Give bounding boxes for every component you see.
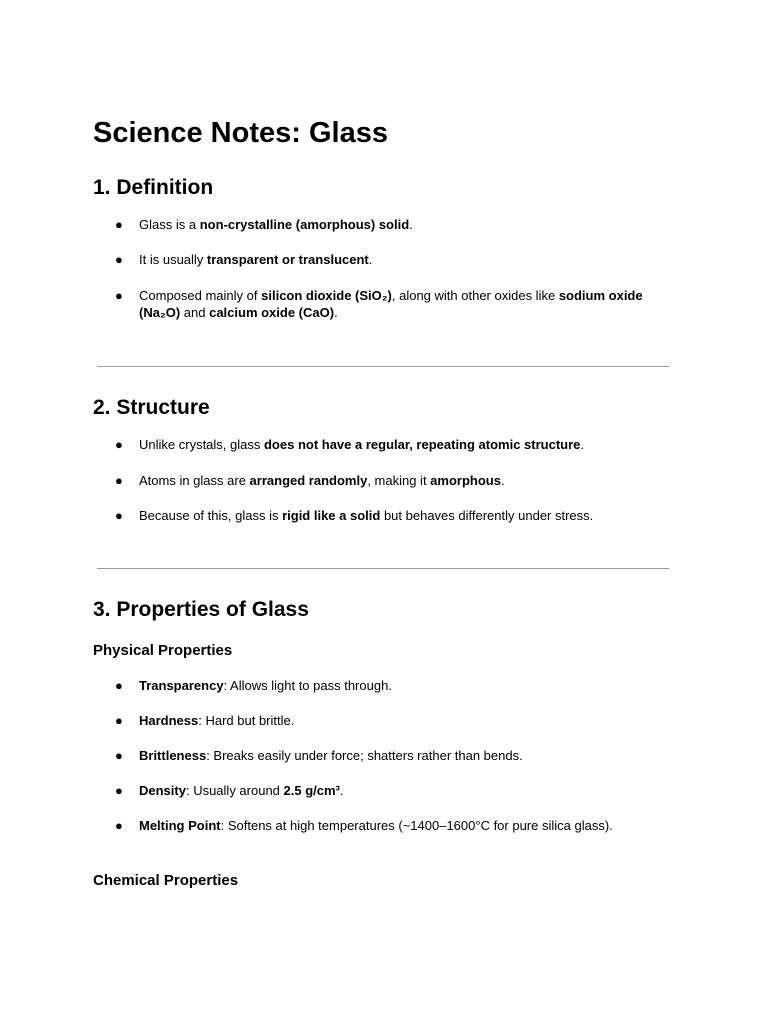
item-text: . <box>500 473 505 488</box>
item-emphasis: arranged randomly <box>249 473 368 488</box>
list-item <box>115 436 675 453</box>
item-text: but behaves differently under stress. <box>380 508 594 523</box>
item-emphasis: Hardness <box>139 713 199 728</box>
list-item <box>115 472 675 489</box>
item-text: . <box>339 783 344 798</box>
subheading-chemical-properties: Chemical Properties <box>93 872 239 889</box>
list-item <box>115 216 675 233</box>
list-item <box>115 677 675 694</box>
item-emphasis: non-crystalline (amorphous) solid <box>199 217 410 232</box>
item-text: : Usually around <box>185 783 284 798</box>
section-heading-structure: 2. Structure <box>93 396 210 419</box>
page-title: Science Notes: Glass <box>93 117 388 149</box>
section-heading-properties: 3. Properties of Glass <box>93 598 309 621</box>
item-text: : Breaks easily under force; shatters rather than bends. <box>206 748 523 763</box>
item-text: . <box>580 437 585 452</box>
section-divider <box>97 366 669 367</box>
item-text: and <box>180 305 210 320</box>
item-text: Because of this, glass is <box>139 508 283 523</box>
item-emphasis: Melting Point <box>139 818 221 833</box>
list-item <box>115 251 675 268</box>
bullet-icon: ● <box>115 678 123 693</box>
list-item <box>115 747 675 764</box>
subheading-physical-properties: Physical Properties <box>93 642 233 659</box>
item-text: Atoms in glass are <box>139 473 250 488</box>
bullet-icon: ● <box>115 252 123 267</box>
item-text: Composed mainly of <box>139 288 262 303</box>
item-text: : Hard but brittle. <box>198 713 295 728</box>
item-emphasis: amorphous <box>430 473 501 488</box>
item-text: It is usually <box>139 252 207 267</box>
item-text: , along with other oxides like <box>391 288 559 303</box>
bullet-icon: ● <box>115 288 123 303</box>
item-emphasis: does not have a regular, repeating atomic structure <box>263 437 581 452</box>
item-emphasis: Density <box>139 783 186 798</box>
bullet-icon: ● <box>115 818 123 833</box>
bullet-icon: ● <box>115 473 123 488</box>
item-emphasis: rigid like a solid <box>282 508 381 523</box>
section-divider <box>97 568 669 569</box>
item-emphasis: sodium oxide (Na₂O) <box>139 288 643 320</box>
list-item <box>115 507 675 524</box>
item-text: , making it <box>367 473 431 488</box>
item-text: Glass is a <box>139 217 200 232</box>
list-item <box>115 287 675 321</box>
item-text: . <box>334 305 338 320</box>
item-emphasis: Brittleness <box>139 748 207 763</box>
bullet-icon: ● <box>115 508 123 523</box>
bullet-icon: ● <box>115 783 123 798</box>
item-text: . <box>368 252 373 267</box>
bullet-icon: ● <box>115 748 123 763</box>
item-text: . <box>409 217 413 232</box>
bullet-icon: ● <box>115 713 123 728</box>
list-item <box>115 817 675 834</box>
list-item <box>115 712 675 729</box>
list-item <box>115 782 675 799</box>
item-emphasis: calcium oxide (CaO) <box>209 305 335 320</box>
item-text: : Allows light to pass through. <box>223 678 392 693</box>
item-emphasis: 2.5 g/cm³ <box>283 783 340 798</box>
bullet-icon: ● <box>115 437 123 452</box>
bullet-icon: ● <box>115 217 123 232</box>
item-emphasis: silicon dioxide (SiO₂) <box>261 288 392 303</box>
item-text: Unlike crystals, glass <box>139 437 264 452</box>
section-heading-definition: 1. Definition <box>93 176 214 199</box>
item-emphasis: transparent or translucent <box>206 252 369 267</box>
item-text: : Softens at high temperatures (~1400–1600°C for pure silica glass). <box>220 818 613 833</box>
item-emphasis: Transparency <box>139 678 224 693</box>
